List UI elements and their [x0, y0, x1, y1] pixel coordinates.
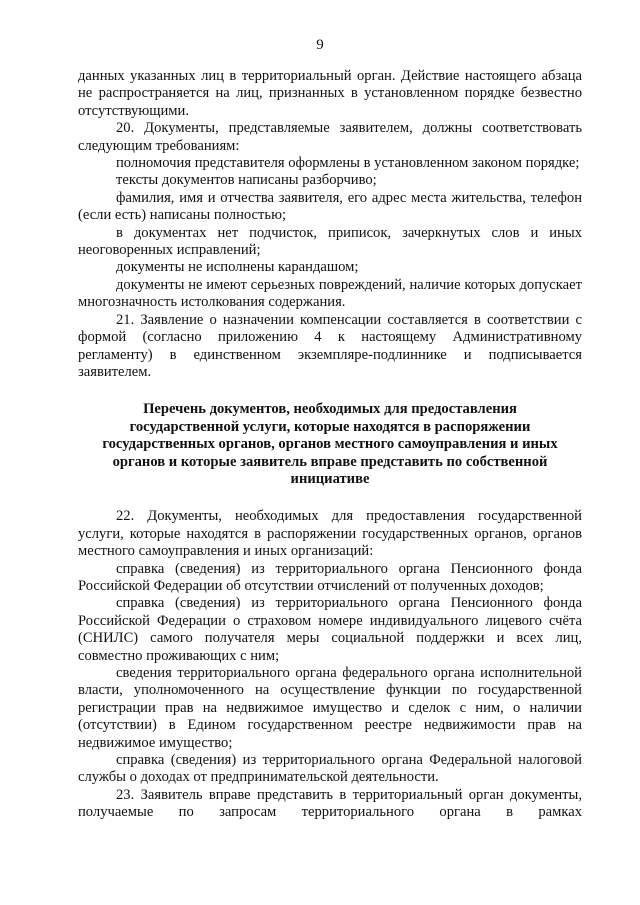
section-heading: Перечень документов, необходимых для предоставления государственной услуги, которые находятся в распоряжении государственных органов, органов местного самоуправления и иных органов и которые заявитель вправе представить по собственной инициативе — [102, 401, 558, 487]
document-list-item: справка (сведения) из территориального органа Пенсионного фонда Российской Федерации о страховом номере индивидуального лицевого счёта (СНИЛС) самого получателя меры социальной поддержки и всех лиц, совместно проживающих с ним; — [78, 595, 582, 664]
requirement-item: документы не исполнены карандашом; — [116, 259, 359, 276]
requirement-item: в документах нет подчисток, приписок, зачеркнутых слов и иных неоговоренных исправлений; — [78, 224, 582, 259]
requirement-item: тексты документов написаны разборчиво; — [116, 172, 377, 189]
paragraph-item-20: 20. Документы, представляемые заявителем, должны соответствовать следующим требованиям: — [78, 120, 582, 154]
paragraph-continuation: данных указанных лиц в территориальный орган. Действие настоящего абзаца не распространяется на лиц, признанных в установленном порядке безвестно отсутствующими. — [78, 68, 582, 119]
document-body — [78, 68, 582, 822]
document-list-item: сведения территориального органа федерального органа исполнительной власти, уполномоченного на осуществление функции по государственной регистрации прав на недвижимое имущество и сделок с ним, о наличии (отсутствии) в Едином государственном реестре недвижимости прав на недвижимое имущество; — [78, 665, 582, 751]
page-number: 9 — [316, 37, 324, 53]
requirement-item: полномочия представителя оформлены в установленном законом порядке; — [116, 155, 580, 172]
paragraph-item-23: 23. Заявитель вправе представить в территориальный орган документы, получаемые по запросам территориального органа в рамках — [78, 786, 582, 821]
document-list-item: справка (сведения) из территориального органа Пенсионного фонда Российской Федерации об отсутствии отчислений от полученных доходов; — [78, 560, 582, 594]
paragraph-item-22: 22. Документы, необходимых для предоставления государственной услуги, которые находятся в распоряжении государственных органов, органов местного самоуправления и иных организаций: — [78, 508, 582, 560]
requirement-item: документы не имеют серьезных повреждений, наличие которых допускает многозначность истолкования содержания. — [78, 276, 582, 311]
paragraph-item-21: 21. Заявление о назначении компенсации составляется в соответствии с формой (согласно приложению 4 к настоящему Административному регламенту) в единственном экземпляре-подлиннике и подписывается заявителем. — [78, 311, 582, 380]
requirement-item: фамилия, имя и отчества заявителя, его адрес места жительства, телефон (если есть) написаны полностью; — [78, 189, 582, 224]
document-list-item: справка (сведения) из территориального органа Федеральной налоговой службы о доходах от предпринимательской деятельности. — [78, 752, 582, 786]
